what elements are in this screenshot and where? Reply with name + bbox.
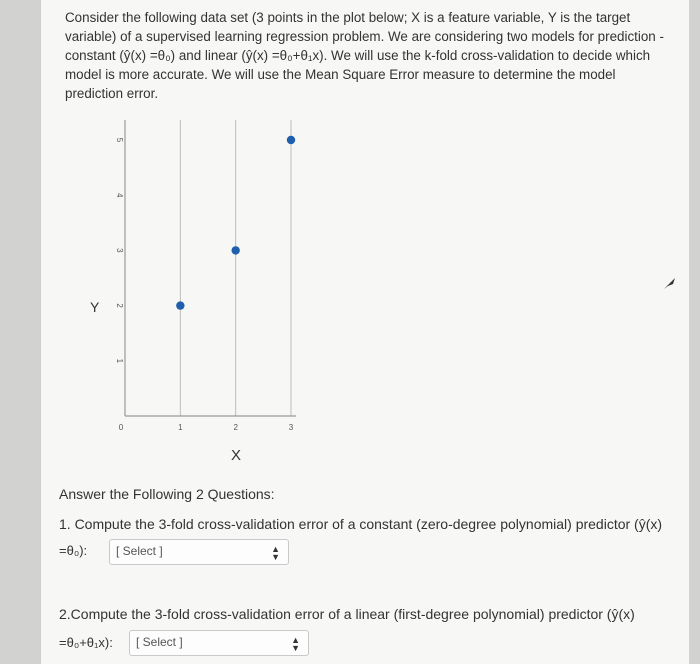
- scatter-chart: [41, 0, 689, 485]
- y-axis-label: Y: [90, 299, 100, 315]
- y-tick-label: 2: [115, 303, 124, 308]
- select-arrows-icon: ▲ ▼: [291, 635, 300, 653]
- question-2-select-label: [ Select ]: [136, 635, 183, 649]
- question-1-formula: =θ₀):: [59, 543, 88, 558]
- question-1-text: 1. Compute the 3-fold cross-validation error of a constant (zero-degree polynomial) predictor (ŷ(x): [59, 516, 663, 532]
- x-tick-label: 3: [288, 423, 294, 432]
- question-1-select-label: [ Select ]: [116, 544, 163, 558]
- question-2-text: 2.Compute the 3-fold cross-validation error of a linear (first-degree polynomial) predictor (ŷ(x): [59, 606, 635, 622]
- question-1-select[interactable]: [109, 539, 289, 565]
- y-tick-label: 4: [115, 192, 124, 198]
- mouse-cursor-icon: [663, 277, 677, 296]
- x-axis-label: X: [231, 447, 242, 464]
- y-tick-label: 3: [115, 248, 124, 253]
- data-point: [231, 246, 239, 254]
- chart-svg: [41, 0, 689, 480]
- x-tick-label: 1: [178, 423, 183, 432]
- data-point: [287, 136, 295, 144]
- x-tick-label: 2: [233, 423, 238, 432]
- problem-statement: Consider the following data set (3 points in the plot below; X is a feature variable, Y is the target variable) of a supervised learning regression problem. We are considering two models for prediction - constant (ŷ(x) =θ₀) and linear (ŷ(x) =θ₀+θ₁x). We will use the k-fold cross-validation to decide which model is more accurate. We will use the Mean Square Error measure to determine the model prediction error.: [65, 10, 664, 101]
- question-2-select[interactable]: [129, 630, 309, 656]
- select-arrows-icon: ▲ ▼: [271, 544, 280, 562]
- x-tick-label: 0: [118, 423, 124, 432]
- question-panel: [40, 0, 689, 664]
- y-tick-label: 5: [115, 137, 124, 143]
- y-tick-label: 1: [115, 358, 124, 364]
- questions-header: Answer the Following 2 Questions:: [59, 486, 275, 502]
- question-2-formula: =θ₀+θ₁x):: [59, 635, 113, 650]
- data-point: [176, 301, 184, 309]
